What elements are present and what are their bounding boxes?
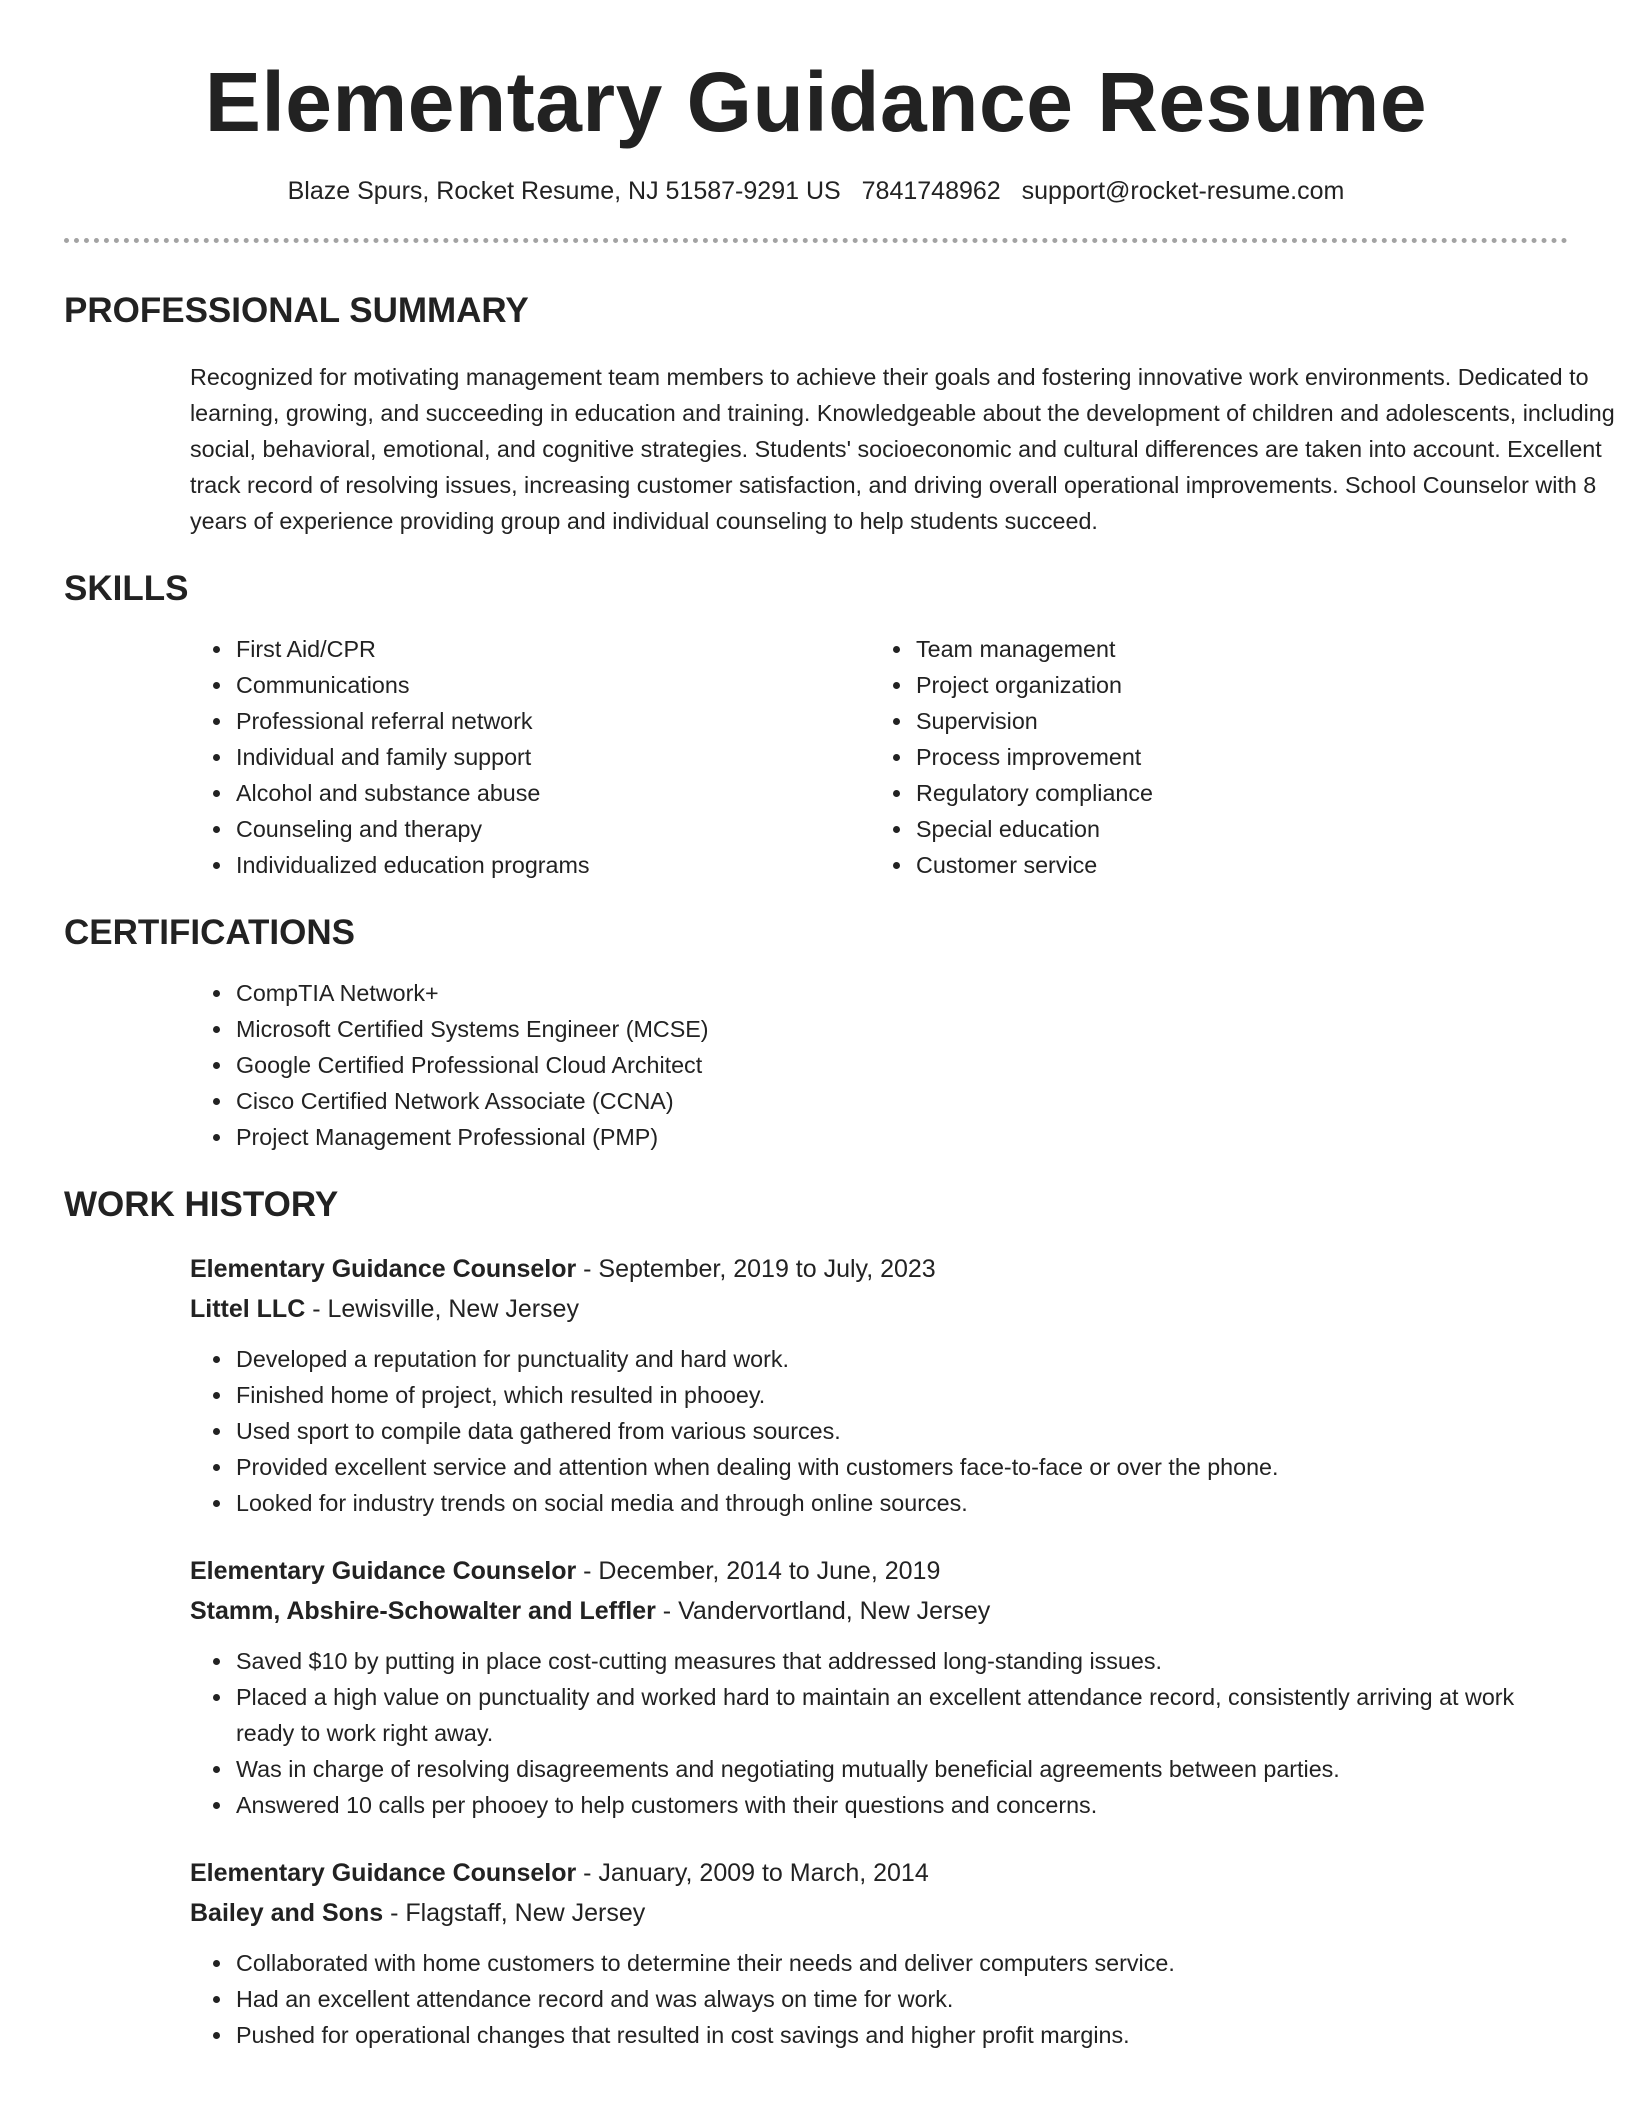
job-bullets: [64, 1341, 1564, 1521]
certification-item: • CompTIA Network+: [234, 975, 1568, 1011]
job-company-line: [190, 1893, 1568, 1933]
job-company-line: [190, 1591, 1568, 1631]
skill-item: • Individual and family support: [234, 739, 744, 775]
contact-phone: 7841748962: [861, 177, 1001, 205]
resume-title: Elementary Guidance Resume: [204, 55, 1428, 149]
job-bullet: • Finished home of project, which resulted in phooey.: [234, 1377, 1564, 1413]
certification-item: • Microsoft Certified Systems Engineer (MCSE): [234, 1011, 1568, 1047]
job-bullets: [64, 1643, 1564, 1823]
job-bullet: • Collaborated with home customers to determine their needs and deliver computers service.: [234, 1945, 1564, 1981]
job-dates: - September, 2019 to July, 2023: [576, 1255, 936, 1283]
job-bullet: • Had an excellent attendance record and was always on time for work.: [234, 1981, 1564, 2017]
job-bullet: • Pushed for operational changes that resulted in cost savings and higher profit margins.: [234, 2017, 1564, 2053]
skill-item: • Individualized education programs: [234, 847, 744, 883]
skills-list-right: [744, 631, 1424, 883]
job-entry: [64, 1853, 1568, 2053]
skill-item: • Process improvement: [914, 739, 1424, 775]
job-bullet: • Saved $10 by putting in place cost-cutting measures that addressed long-standing issues.: [234, 1643, 1564, 1679]
contact-address: Blaze Spurs, Rocket Resume, NJ 51587-9291 US: [287, 177, 841, 205]
summary-text: Recognized for motivating management team members to achieve their goals and fostering innovative work environments. Dedicated to learning, growing, and succeeding in education and training. Knowledgeable about the development of children and adolescents, including social, behavioral, emotional, and cognitive strategies. Students' socioeconomic and cultural differences are taken into account. Excellent track record of resolving issues, increasing customer satisfaction, and driving overall operational improvements. School Counselor with 8 years of experience providing group and individual counseling to help students succeed.: [190, 364, 1615, 534]
skill-item: • First Aid/CPR: [234, 631, 744, 667]
job-company: Bailey and Sons: [190, 1899, 384, 1927]
job-title-line: [190, 1853, 1568, 1893]
job-bullets: [64, 1945, 1564, 2053]
skills-columns: [64, 631, 1568, 883]
certifications-heading: CERTIFICATIONS: [64, 913, 356, 952]
skill-item: • Professional referral network: [234, 703, 744, 739]
certification-item: • Cisco Certified Network Associate (CCNA): [234, 1083, 1568, 1119]
job-company: Littel LLC: [190, 1295, 306, 1323]
certification-item: • Google Certified Professional Cloud Architect: [234, 1047, 1568, 1083]
job-title-line: [190, 1249, 1568, 1289]
job-dates: - December, 2014 to June, 2019: [576, 1557, 941, 1585]
skill-item: • Supervision: [914, 703, 1424, 739]
skill-item: • Alcohol and substance abuse: [234, 775, 744, 811]
job-entry: [64, 1249, 1568, 1521]
skills-list-left: [64, 631, 744, 883]
job-bullet: • Looked for industry trends on social media and through online sources.: [234, 1485, 1564, 1521]
job-title: Elementary Guidance Counselor: [190, 1557, 577, 1585]
skill-item: • Regulatory compliance: [914, 775, 1424, 811]
skill-item: • Communications: [234, 667, 744, 703]
work-history-heading: WORK HISTORY: [64, 1185, 339, 1224]
job-bullet: • Provided excellent service and attention when dealing with customers face-to-face or over the phone.: [234, 1449, 1564, 1485]
job-bullet: • Answered 10 calls per phooey to help customers with their questions and concerns.: [234, 1787, 1564, 1823]
job-bullet: • Placed a high value on punctuality and worked hard to maintain an excellent attendance record, consistently arriving at work ready to work right away.: [234, 1679, 1564, 1751]
job-company-line: [190, 1289, 1568, 1329]
certifications-list: [64, 975, 1568, 1155]
job-bullet: • Used sport to compile data gathered from various sources.: [234, 1413, 1564, 1449]
job-company: Stamm, Abshire-Schowalter and Leffler: [190, 1597, 656, 1625]
skill-item: • Counseling and therapy: [234, 811, 744, 847]
contact-email: support@rocket-resume.com: [1021, 177, 1345, 205]
contact-line: [64, 174, 1568, 208]
job-location: - Vandervortland, New Jersey: [655, 1597, 991, 1625]
job-entry: [64, 1551, 1568, 1823]
summary-heading: PROFESSIONAL SUMMARY: [64, 291, 529, 330]
resume-page: [64, 0, 1615, 2053]
job-title: Elementary Guidance Counselor: [190, 1255, 577, 1283]
job-title-line: [190, 1551, 1568, 1591]
skill-item: • Project organization: [914, 667, 1424, 703]
skill-item: • Special education: [914, 811, 1424, 847]
skills-heading: SKILLS: [64, 569, 189, 608]
skill-item: • Customer service: [914, 847, 1424, 883]
job-location: - Flagstaff, New Jersey: [383, 1899, 646, 1927]
job-dates: - January, 2009 to March, 2014: [576, 1859, 929, 1887]
job-location: - Lewisville, New Jersey: [305, 1295, 579, 1323]
job-title: Elementary Guidance Counselor: [190, 1859, 577, 1887]
skill-item: • Team management: [914, 631, 1424, 667]
header-divider: [64, 238, 1568, 243]
job-bullet: • Was in charge of resolving disagreements and negotiating mutually beneficial agreements between parties.: [234, 1751, 1564, 1787]
certification-item: • Project Management Professional (PMP): [234, 1119, 1568, 1155]
job-bullet: • Developed a reputation for punctuality and hard work.: [234, 1341, 1564, 1377]
